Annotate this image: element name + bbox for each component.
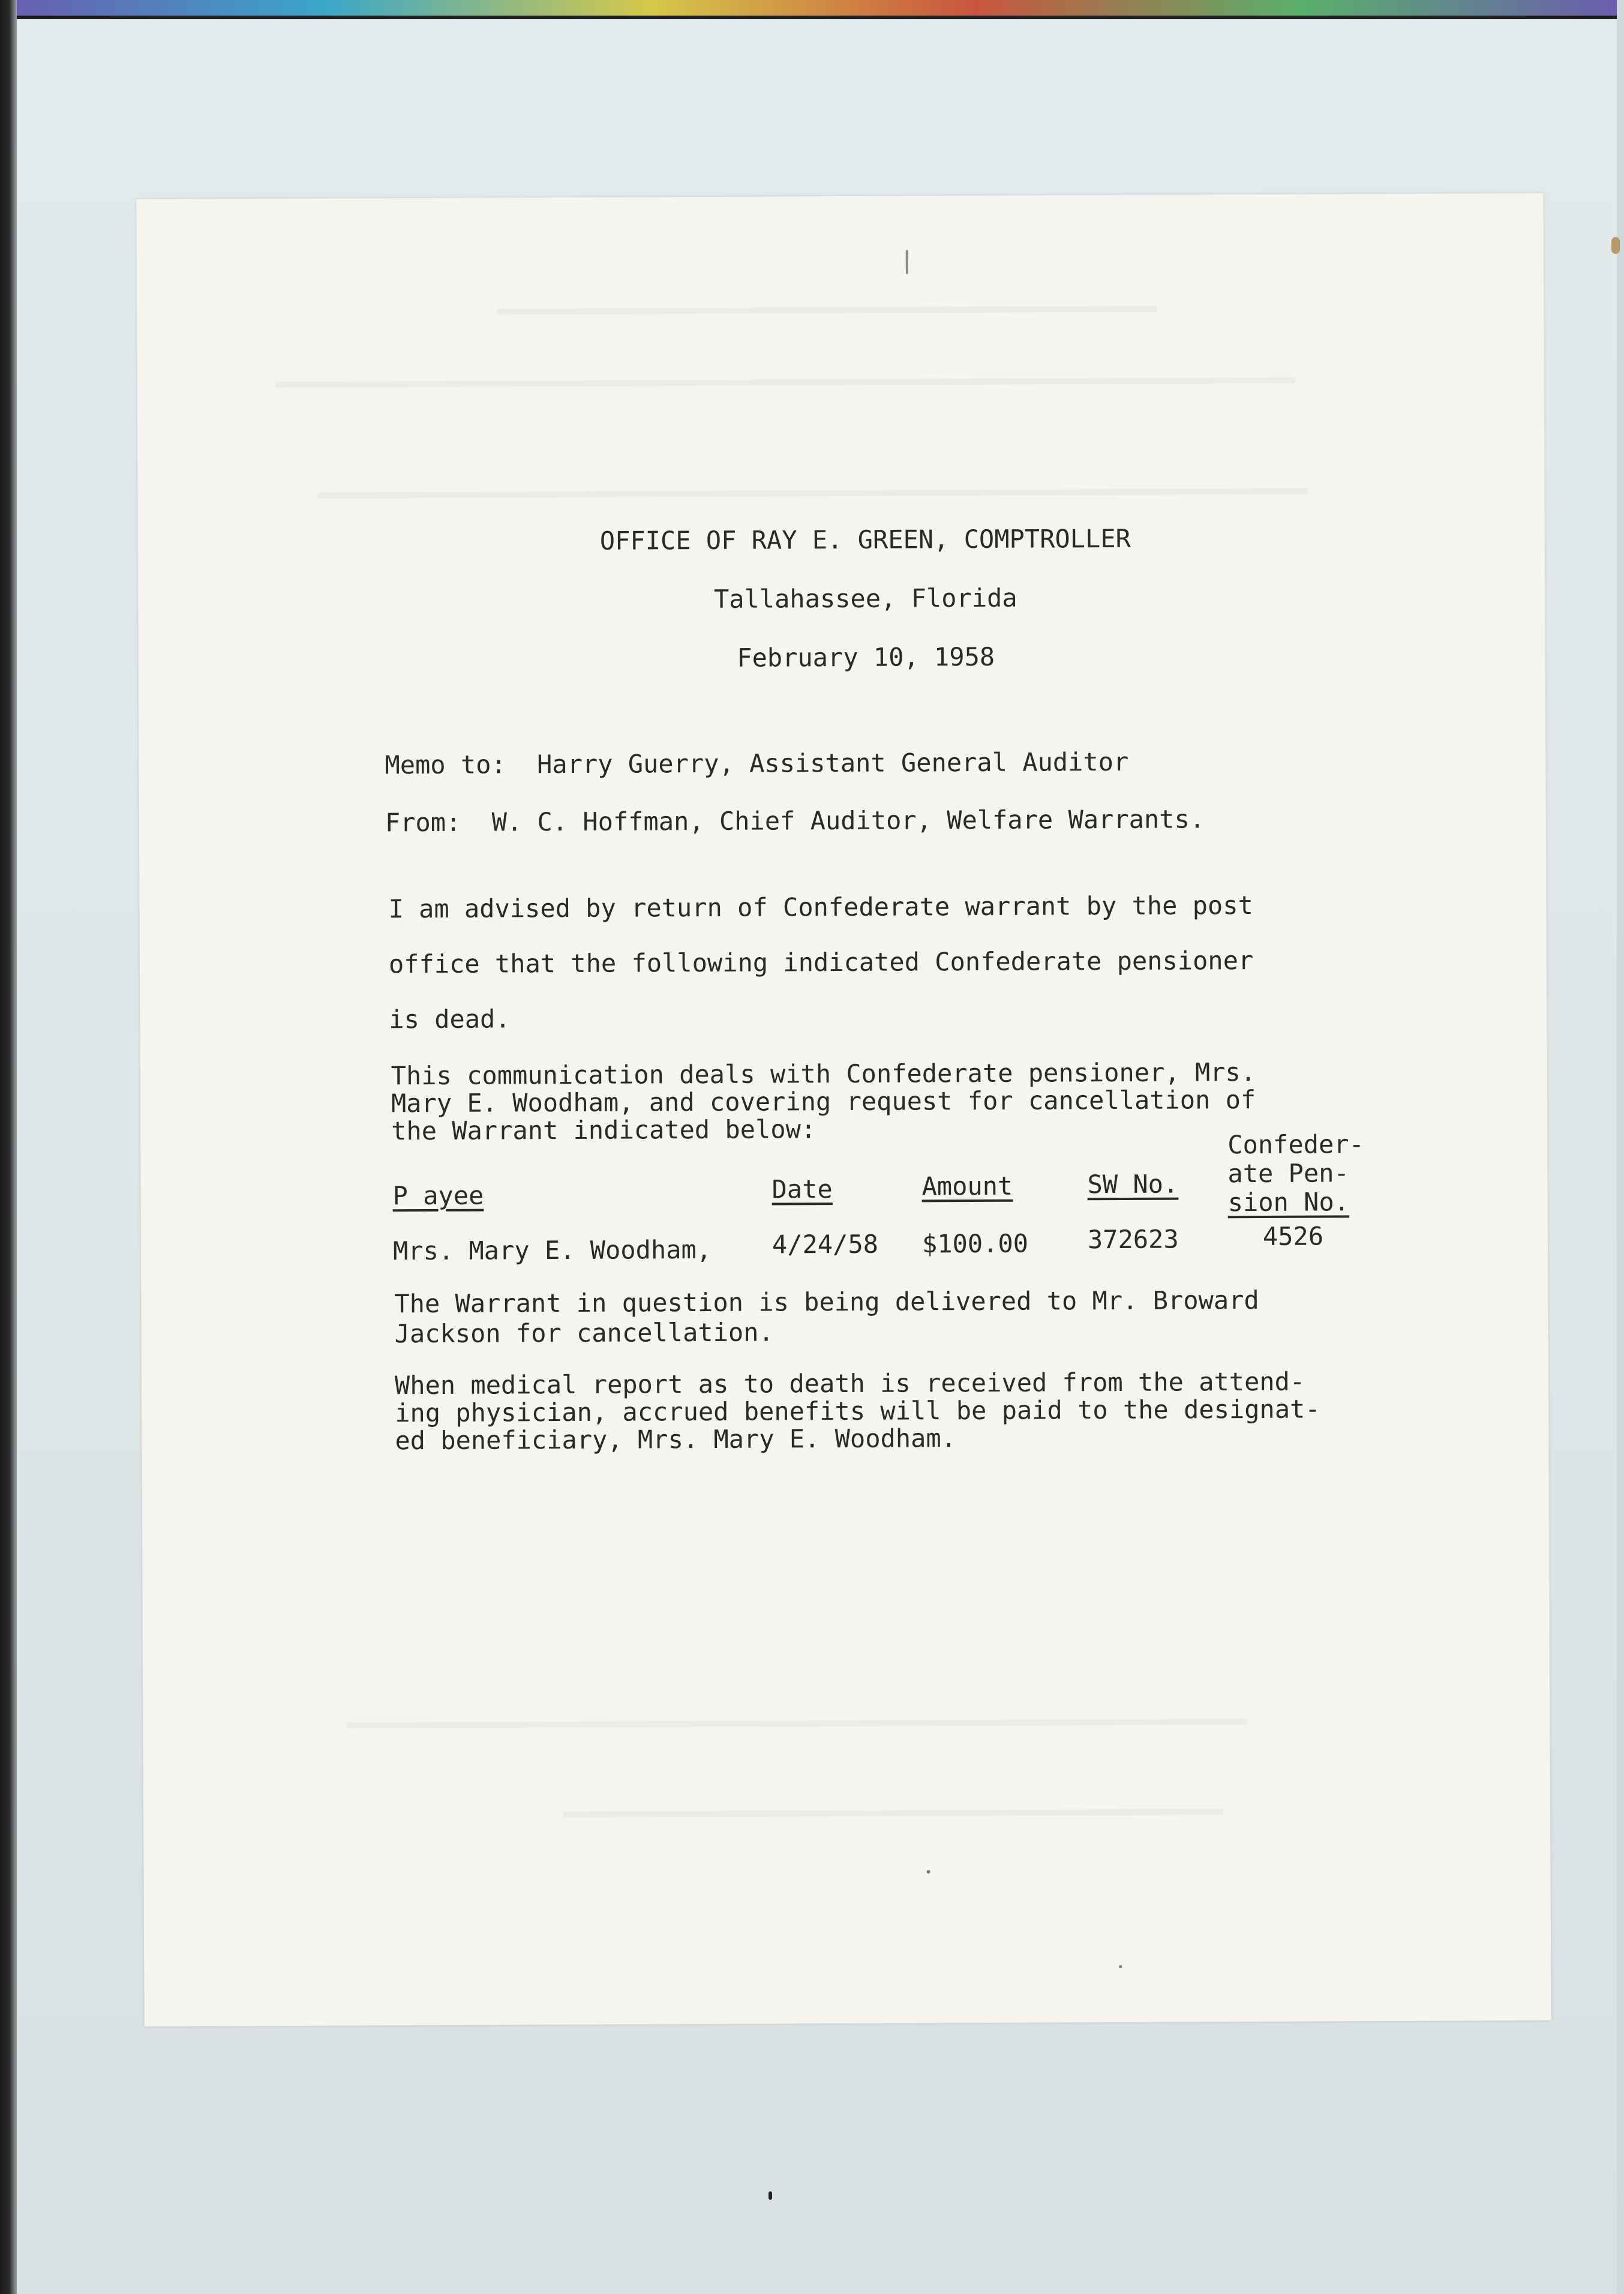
table-cell-amount: $100.00 (921, 1228, 1029, 1259)
bleed-through-3 (318, 488, 1308, 499)
scan-right-edge (1617, 0, 1624, 2294)
memo-date: February 10, 1958 (737, 641, 995, 673)
memo-from-label: From: (385, 807, 461, 838)
table-header-amount: Amount (921, 1171, 1013, 1201)
paragraph-1-line-2: office that the following indicated Confederate pensioner (388, 946, 1254, 979)
table-header-pension-line-2: ate Pen- (1227, 1158, 1349, 1189)
dust-speck (906, 250, 908, 274)
scan-left-edge (0, 0, 17, 2294)
office-heading: OFFICE OF RAY E. GREEN, COMPTROLLER (599, 523, 1131, 556)
dust-speck (1611, 237, 1620, 254)
table-cell-sw-no: 372623 (1087, 1224, 1179, 1255)
office-city: Tallahassee, Florida (713, 583, 1017, 614)
paragraph-2-line-1: This communication deals with Confederate pensioner, Mrs. (391, 1057, 1256, 1091)
paragraph-4-line-3: ed beneficiary, Mrs. Mary E. Woodham. (395, 1423, 957, 1456)
bleed-through-2 (275, 377, 1295, 388)
bleed-through-1 (497, 306, 1157, 315)
memo-paper (136, 193, 1551, 2026)
bleed-through-4 (347, 1719, 1247, 1729)
table-cell-date: 4/24/58 (772, 1229, 879, 1260)
memo-to-line (385, 747, 1128, 779)
paragraph-1-line-1: I am advised by return of Confederate warrant by the post (388, 890, 1253, 924)
table-header-pension-line-1: Confeder- (1227, 1129, 1364, 1160)
table-cell-pension-no: 4526 (1262, 1221, 1324, 1251)
memo-to-value: Harry Guerry, Assistant General Auditor (536, 746, 1129, 779)
dust-speck (769, 2191, 772, 2200)
table-header-date: Date (772, 1174, 833, 1204)
memo-from-value: W. C. Hoffman, Chief Auditor, Welfare Warrants. (491, 804, 1205, 837)
paragraph-4-line-2: ing physician, accrued benefits will be paid to the designat- (395, 1394, 1320, 1428)
scan-color-edge (0, 0, 1624, 16)
memo-from-line (385, 804, 1205, 837)
table-header-payee: P ayee (392, 1180, 484, 1211)
paragraph-3-line-1: The Warrant in question is being delivered to Mr. Broward (394, 1285, 1259, 1319)
table-header-pension-line-3: sion No. (1227, 1187, 1350, 1218)
table-cell-payee: Mrs. Mary E. Woodham, (392, 1234, 712, 1266)
dust-speck (1119, 1965, 1122, 1968)
paragraph-3-line-2: Jackson for cancellation. (394, 1317, 774, 1349)
scan-dark-edge (0, 16, 1624, 19)
dust-speck (927, 1870, 930, 1873)
paragraph-4-line-1: When medical report as to death is received from the attend- (394, 1366, 1305, 1401)
bleed-through-5 (563, 1809, 1223, 1818)
paragraph-1-line-3: is dead. (389, 1004, 511, 1034)
paragraph-2-line-3: the Warrant indicated below: (391, 1114, 816, 1146)
paragraph-2-line-2: Mary E. Woodham, and covering request for cancellation of (391, 1085, 1256, 1118)
memo-to-label: Memo to: (385, 749, 506, 780)
table-header-sw-no: SW No. (1087, 1169, 1179, 1200)
table-header-pension-no (1227, 1130, 1364, 1217)
